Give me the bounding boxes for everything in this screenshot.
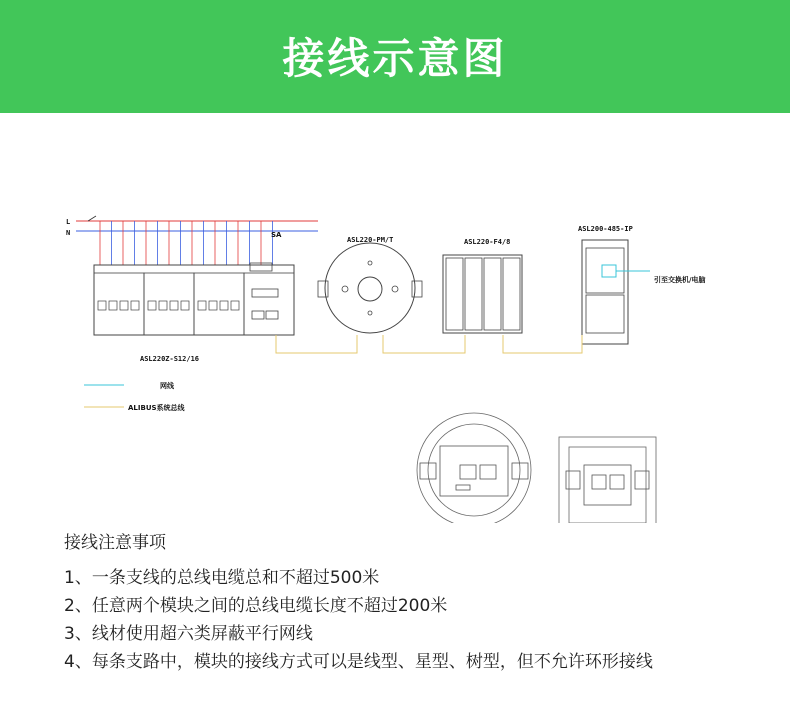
legend-network-label: 网线 (160, 382, 174, 390)
wiring-notes (64, 528, 764, 676)
gateway-module (578, 225, 706, 344)
notes-title: 接线注意事项 (64, 533, 166, 553)
legend (84, 381, 186, 412)
panel-pm (318, 236, 422, 333)
panel-pm-label: ASL220-PM/T (347, 236, 394, 244)
round-panel-back (417, 413, 531, 523)
legend-bus-label: ALIBUS系统总线 (128, 404, 185, 412)
panel-f4-label: ASL220-F4/8 (464, 238, 511, 246)
neutral-label: N (66, 229, 71, 237)
switch-label: SA (271, 231, 282, 239)
bus-link-2 (383, 335, 465, 353)
bus-link-1 (276, 335, 357, 353)
note-item: 3、线材使用超六类屏蔽平行网线 (64, 624, 313, 644)
wiring-diagram (0, 113, 790, 523)
drop-wires (100, 221, 273, 265)
bus-link-3 (503, 335, 582, 353)
square-panel-back (559, 437, 656, 523)
relay-module (94, 231, 294, 363)
gateway-label: ASL200-485-IP (578, 225, 633, 233)
gateway-note: 引至交换机/电脑 (654, 276, 706, 284)
note-item: 4、每条支路中，模块的接线方式可以是线型、星型、树型，但不允许环形接线 (64, 652, 653, 672)
note-item: 2、任意两个模块之间的总线电缆长度不超过200米 (64, 596, 448, 616)
live-label: L (66, 218, 71, 226)
page-title: 接线示意图 (282, 34, 508, 83)
header-banner (0, 0, 790, 113)
relay-module-label: ASL220Z-S12/16 (140, 355, 200, 363)
note-item: 1、一条支线的总线电缆总和不超过500米 (64, 568, 380, 588)
panel-f4 (443, 238, 522, 333)
